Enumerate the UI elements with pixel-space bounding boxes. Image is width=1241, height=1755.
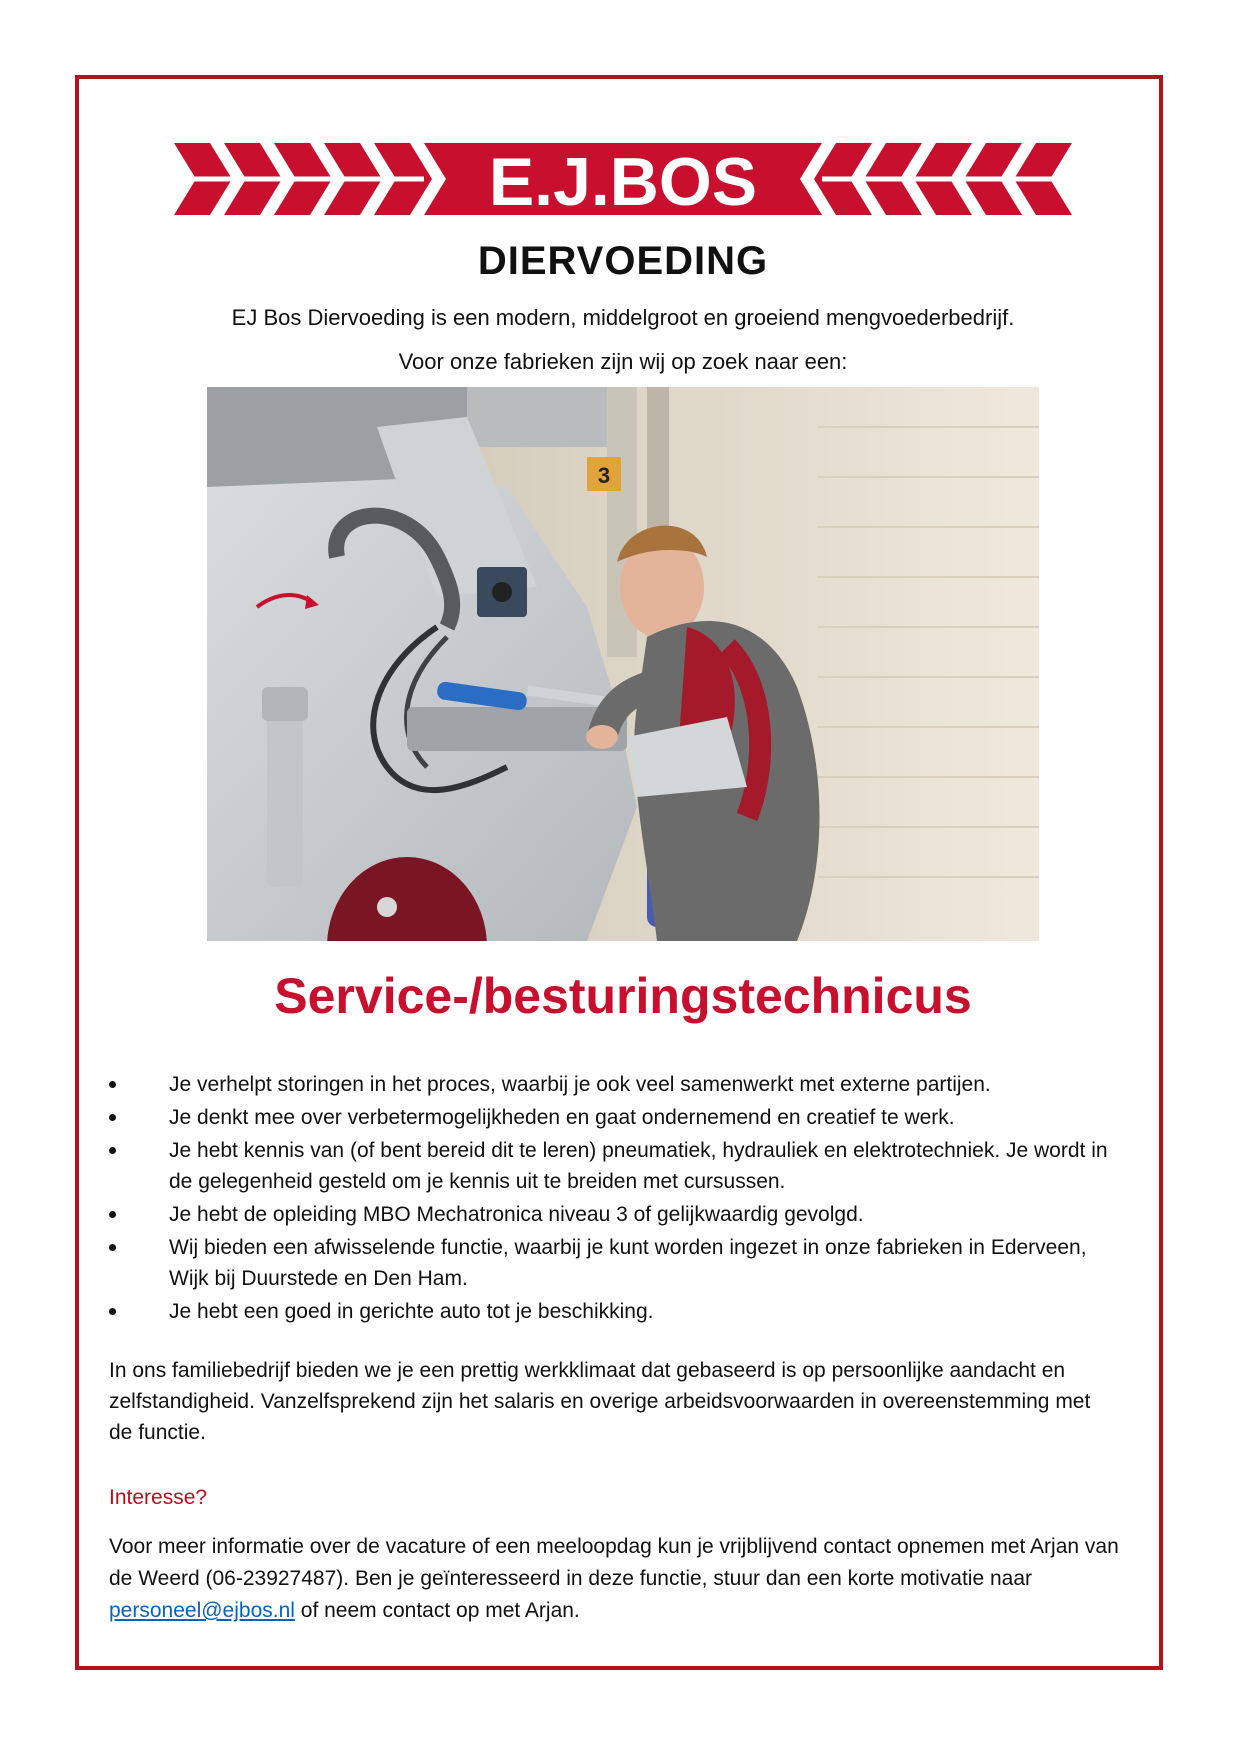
- bullet-icon: [109, 1081, 116, 1088]
- list-item-text: Je hebt kennis van (of bent bereid dit te leren) pneumatiek, hydrauliek en elektrotechniek. Je wordt in de gelegenheid gesteld om je kennis uit te breiden met cursussen.: [169, 1139, 1108, 1193]
- interest-heading: Interesse?: [109, 1486, 208, 1509]
- list-item: [109, 1232, 1119, 1294]
- email-link[interactable]: personeel@ejbos.nl: [109, 1599, 295, 1622]
- intro-line-2: Voor onze fabrieken zijn wij op zoek naar een:: [398, 349, 848, 374]
- list-item: [109, 1135, 1119, 1197]
- intro-line-1: EJ Bos Diervoeding is een modern, middelgroot en groeiend mengvoederbedrijf.: [231, 305, 1015, 330]
- photo-illustration: [207, 387, 1039, 941]
- list-item-text: Wij bieden een afwisselende functie, waarbij je kunt worden ingezet in onze fabrieken in Ederveen, Wijk bij Duurstede en Den Ham.: [169, 1236, 1087, 1290]
- job-title: Service-/besturingstechnicus: [274, 968, 972, 1024]
- bullet-icon: [109, 1147, 116, 1154]
- requirements-list: [109, 1069, 1119, 1329]
- list-item: [109, 1296, 1119, 1327]
- bullet-icon: [109, 1114, 116, 1121]
- company-paragraph: In ons familiebedrijf bieden we je een prettig werkklimaat dat gebaseerd is op persoonlijke aandacht en zelfstandigheid. Vanzelfsprekend zijn het salaris en overige arbeidsvoorwaarden in overeenstemming met de functie.: [109, 1359, 1091, 1444]
- photo-badge-number: 3: [597, 463, 611, 488]
- list-item: [109, 1102, 1119, 1133]
- bullet-icon: [109, 1308, 116, 1315]
- technician-photo: [207, 387, 1039, 941]
- list-item-text: Je hebt een goed in gerichte auto tot je beschikking.: [169, 1300, 654, 1323]
- contact-text-after: of neem contact op met Arjan.: [294, 1599, 580, 1622]
- page-frame: [75, 75, 1163, 1670]
- list-item: [109, 1199, 1119, 1230]
- logo-brand-text: E.J.BOS: [488, 144, 758, 219]
- list-item-text: Je hebt de opleiding MBO Mechatronica niveau 3 of gelijkwaardig gevolgd.: [169, 1203, 864, 1226]
- contact-text-before: Voor meer informatie over de vacature of een meeloopdag kun je vrijblijvend contact opnemen met Arjan van de Weerd (06-23927487). Ben je geïnteresseerd in deze functie, stuur dan een korte motivatie naar: [109, 1535, 1119, 1590]
- logo-subtitle: DIERVOEDING: [477, 239, 769, 283]
- bullet-icon: [109, 1211, 116, 1218]
- list-item-text: Je verhelpt storingen in het proces, waarbij je ook veel samenwerkt met externe partijen.: [169, 1073, 991, 1096]
- list-item: [109, 1069, 1119, 1100]
- bullet-icon: [109, 1244, 116, 1251]
- contact-paragraph: [109, 1531, 1119, 1627]
- list-item-text: Je denkt mee over verbetermogelijkheden en gaat ondernemend en creatief te werk.: [169, 1106, 955, 1129]
- logo-banner: [174, 139, 1072, 219]
